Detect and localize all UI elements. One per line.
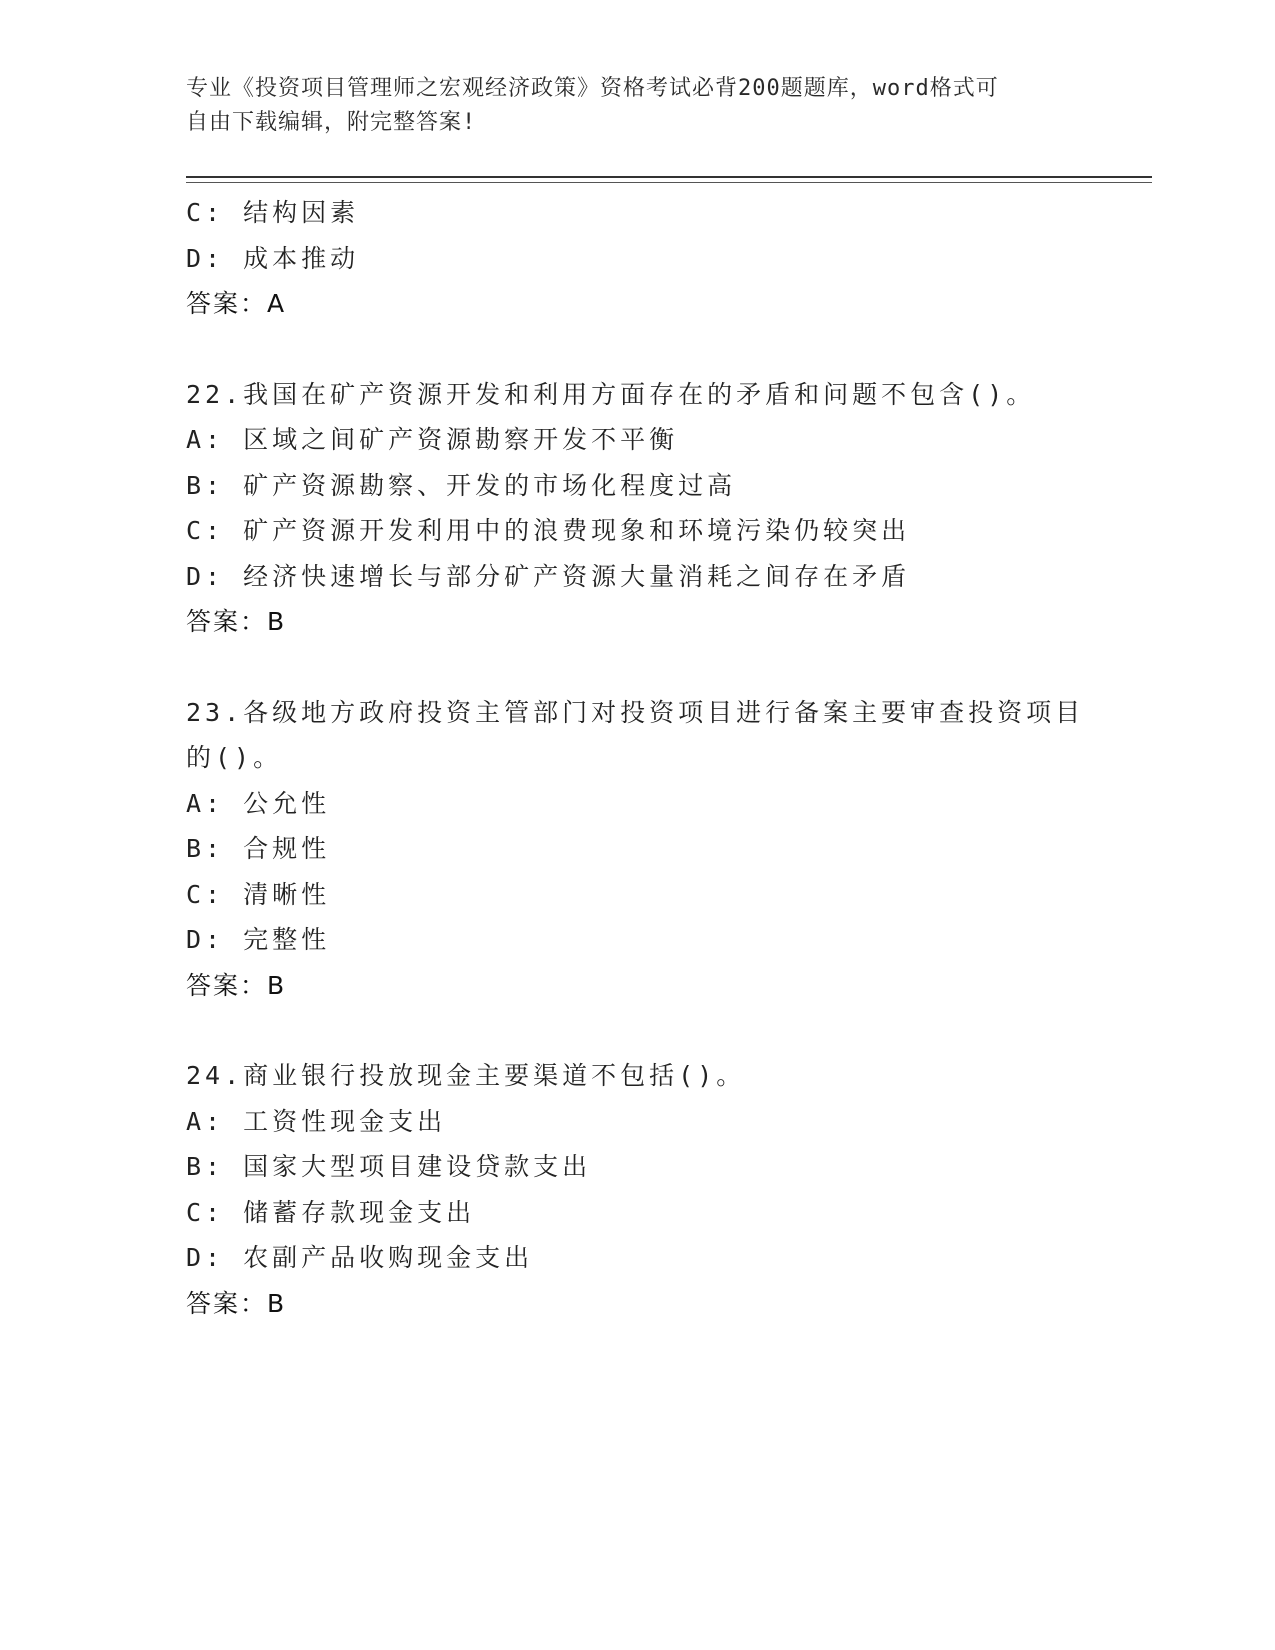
option-a: A: 公允性: [186, 788, 331, 818]
question-block-22: [186, 372, 1106, 645]
option-b: B: 合规性: [186, 834, 331, 863]
option-c: C: 结构因素: [186, 198, 360, 227]
header-divider-thick: [186, 176, 1152, 178]
answer-line: 答案：B: [186, 970, 287, 1000]
document-header: [186, 72, 1066, 140]
question-stem-line-1: 23.各级地方政府投资主管部门对投资项目进行备案主要审查投资项目: [186, 697, 1085, 727]
header-divider-thin: [186, 182, 1152, 183]
answer-line: 答案：B: [186, 607, 287, 636]
option-c: C: 清晰性: [186, 879, 331, 909]
option-c: C: 储蓄存款现金支出: [186, 1197, 476, 1227]
answer-line: 答案：A: [186, 289, 287, 318]
option-b: B: 矿产资源勘察、开发的市场化程度过高: [186, 470, 737, 500]
header-line-1: 专业《投资项目管理师之宏观经济政策》资格考试必背200题题库，word格式可: [186, 76, 999, 101]
option-a: A: 区域之间矿产资源勘察开发不平衡: [186, 425, 679, 454]
option-d: D: 完整性: [186, 925, 331, 954]
question-block-21-continued: [186, 190, 1106, 327]
option-c: C: 矿产资源开发利用中的浪费现象和环境污染仍较突出: [186, 516, 911, 545]
option-b: B: 国家大型项目建设贷款支出: [186, 1152, 592, 1181]
question-stem: 24.商业银行投放现金主要渠道不包括()。: [186, 1061, 746, 1090]
question-block-23: [186, 690, 1106, 1009]
header-line-2: 自由下载编辑，附完整答案!: [186, 110, 477, 135]
answer-line: 答案：B: [186, 1288, 287, 1318]
option-d: D: 经济快速增长与部分矿产资源大量消耗之间存在矛盾: [186, 561, 911, 591]
option-a: A: 工资性现金支出: [186, 1106, 447, 1136]
option-d: D: 成本推动: [186, 243, 360, 273]
question-list: [186, 190, 1106, 1326]
option-d: D: 农副产品收购现金支出: [186, 1243, 534, 1272]
question-stem: 22.我国在矿产资源开发和利用方面存在的矛盾和问题不包含()。: [186, 379, 1036, 409]
question-block-24: [186, 1053, 1106, 1326]
question-stem-line-2: 的()。: [186, 743, 283, 772]
